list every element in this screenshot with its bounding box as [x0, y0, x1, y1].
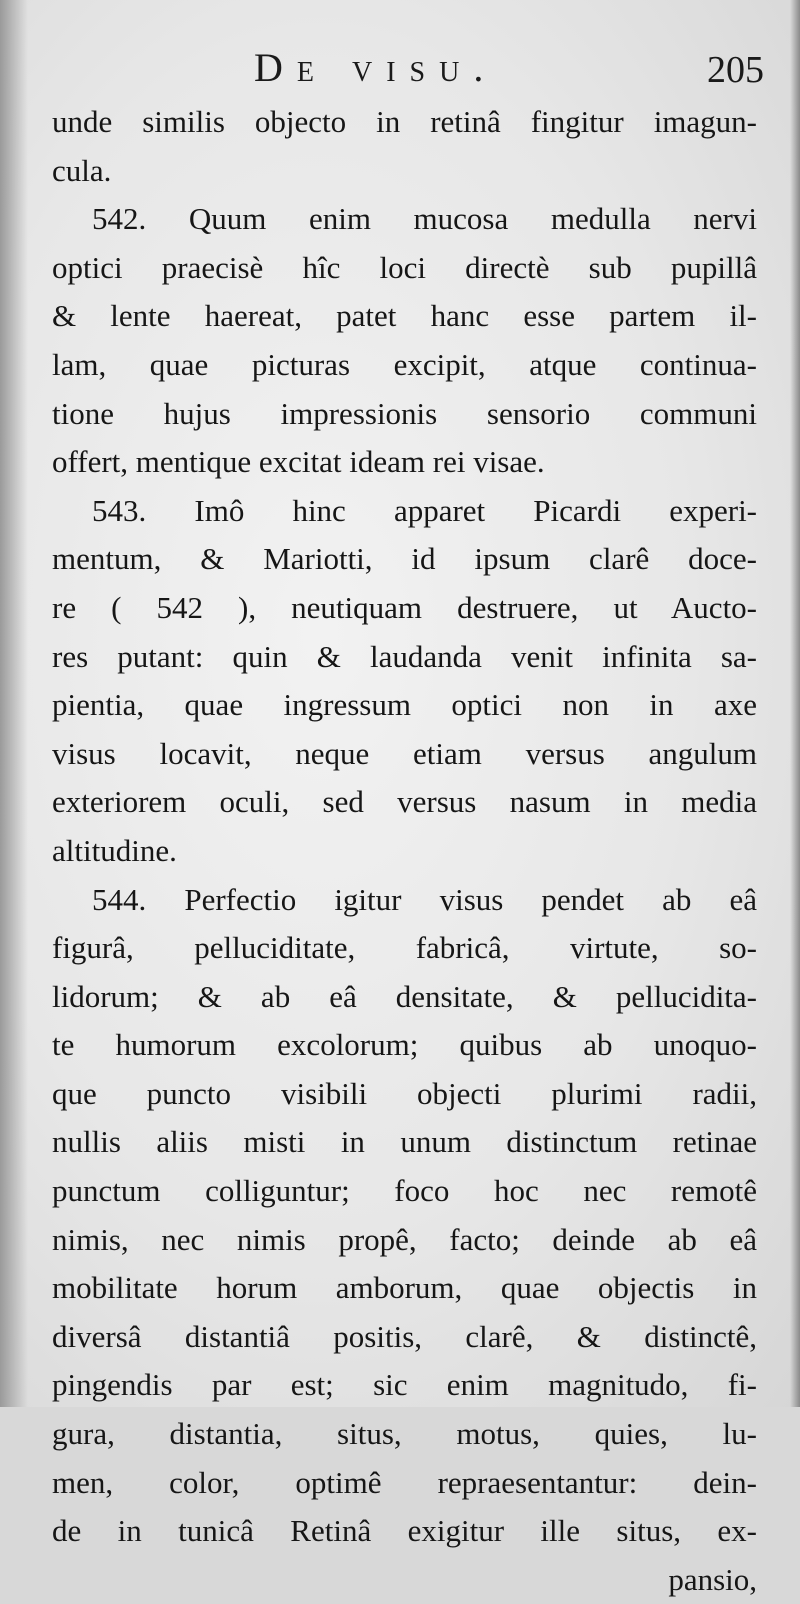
text-line: te humorum excolorum; quibus ab unoquo- — [52, 1027, 757, 1063]
text-line: optici praecisè hîc loci directè sub pupillâ — [52, 249, 757, 285]
text-line: altitudine. — [52, 832, 177, 868]
text-line: gura, distantia, situs, motus, quies, lu- — [52, 1416, 757, 1452]
gutter-shadow — [0, 0, 28, 1407]
text-line: re ( 542 ), neutiquam destruere, ut Aucto- — [52, 589, 757, 625]
text-line: 542. Quum enim mucosa medulla nervi — [92, 201, 757, 237]
text-line: nimis, nec nimis propê, facto; deinde ab eâ — [52, 1221, 757, 1257]
text-line: pingendis par est; sic enim magnitudo, fi- — [52, 1367, 757, 1403]
text-line: lidorum; & ab eâ densitate, & pellucidita- — [52, 978, 757, 1014]
text-line: offert, mentique excitat ideam rei visae. — [52, 444, 545, 480]
text-line: cula. — [52, 152, 112, 188]
page-edge-shadow — [790, 0, 800, 1407]
body-text — [52, 98, 757, 1604]
page-header — [54, 44, 770, 104]
running-head: De visu. — [254, 45, 498, 90]
text-line: men, color, optimê repraesentantur: dein- — [52, 1464, 757, 1500]
text-line: res putant: quin & laudanda venit infinita sa- — [52, 638, 757, 674]
text-line: visus locavit, neque etiam versus angulum — [52, 735, 757, 771]
page-number: 205 — [707, 49, 764, 91]
text-line: mentum, & Mariotti, id ipsum clarê doce- — [52, 541, 757, 577]
text-line: unde similis objecto in retinâ fingitur imagun- — [52, 104, 757, 139]
text-line: & lente haereat, patet hanc esse partem il- — [52, 298, 757, 334]
text-line: pientia, quae ingressum optici non in axe — [52, 687, 757, 723]
text-line: figurâ, pelluciditate, fabricâ, virtute, so- — [52, 930, 757, 966]
text-line: lam, quae picturas excipit, atque continua- — [52, 346, 757, 382]
text-line: exteriorem oculi, sed versus nasum in media — [52, 784, 757, 820]
text-line: de in tunicâ Retinâ exigitur ille situs, ex- — [52, 1513, 757, 1549]
text-line: punctum colliguntur; foco hoc nec remotê — [52, 1173, 757, 1209]
text-line: 543. Imô hinc apparet Picardi experi- — [92, 492, 757, 528]
text-line: pansio, — [668, 1561, 757, 1597]
text-line: diversâ distantiâ positis, clarê, & distinctê, — [52, 1318, 757, 1354]
text-line: nullis aliis misti in unum distinctum retinae — [52, 1124, 757, 1160]
text-line: mobilitate horum amborum, quae objectis in — [52, 1270, 757, 1306]
text-line: 544. Perfectio igitur visus pendet ab eâ — [92, 881, 757, 917]
text-line: tione hujus impressionis sensorio communi — [52, 395, 757, 431]
text-line: que puncto visibili objecti plurimi radii, — [52, 1075, 757, 1111]
